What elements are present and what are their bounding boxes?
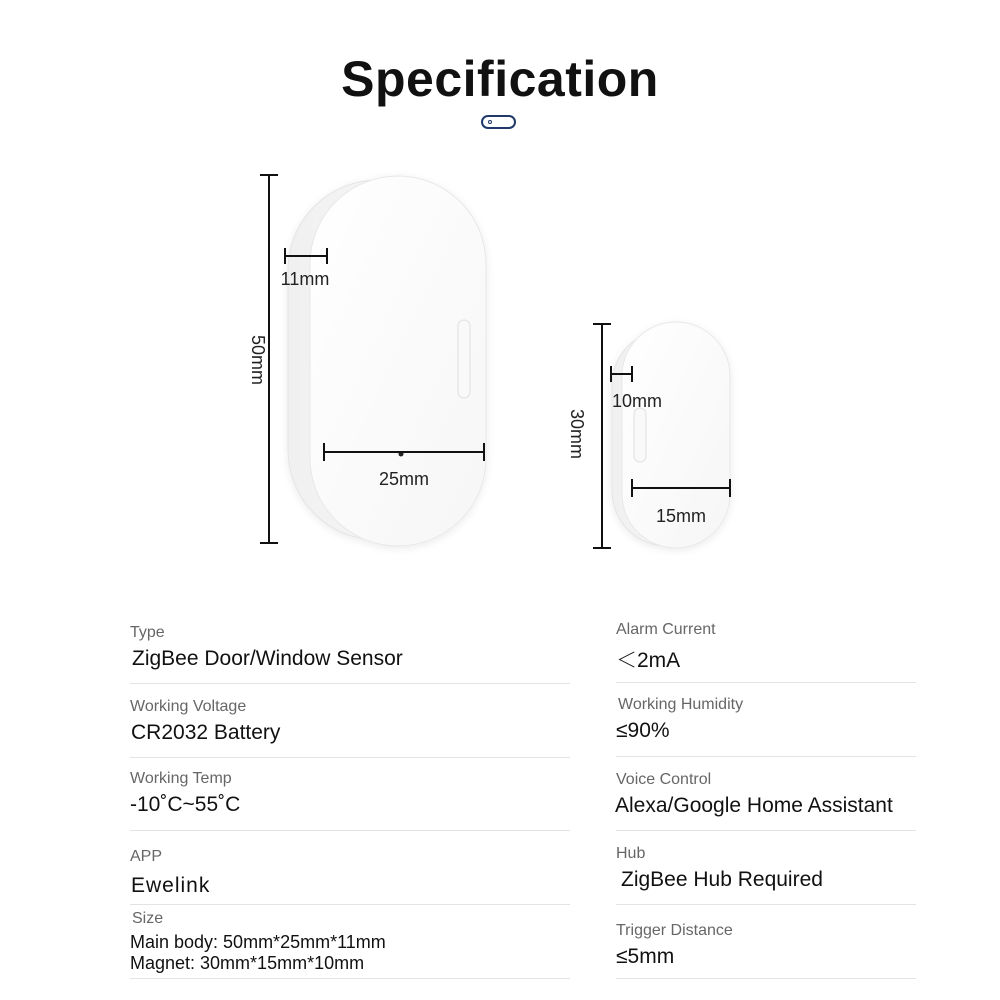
voice-control-value: Alexa/Google Home Assistant bbox=[615, 794, 893, 817]
size-label: Size bbox=[132, 910, 164, 927]
working-humidity-label: Working Humidity bbox=[618, 696, 744, 713]
divider bbox=[130, 683, 570, 684]
main-height-label: 50mm bbox=[248, 334, 268, 386]
working-temp-value: -10˚C~55˚C bbox=[130, 793, 241, 816]
divider bbox=[616, 904, 916, 905]
type-value: ZigBee Door/Window Sensor bbox=[132, 647, 403, 670]
alarm-current-value: ＜2mA bbox=[616, 649, 681, 672]
trigger-distance-label: Trigger Distance bbox=[616, 922, 733, 939]
divider bbox=[616, 978, 916, 979]
divider bbox=[130, 830, 570, 831]
app-value: Ewelink bbox=[131, 874, 211, 897]
working-voltage-label: Working Voltage bbox=[130, 698, 247, 715]
working-temp-label: Working Temp bbox=[130, 770, 232, 787]
divider bbox=[130, 757, 570, 758]
working-humidity-value: ≤90% bbox=[616, 719, 670, 742]
product-diagram bbox=[0, 160, 1000, 580]
main-depth-label: 11mm bbox=[280, 269, 330, 289]
hub-label: Hub bbox=[616, 845, 646, 862]
voice-control-label: Voice Control bbox=[616, 771, 712, 788]
main-body-sensor bbox=[288, 176, 486, 546]
magnet-width-label: 15mm bbox=[655, 506, 707, 526]
divider bbox=[130, 978, 570, 979]
divider bbox=[616, 682, 916, 683]
size-main-body: Main body: 50mm*25mm*11mm bbox=[130, 932, 386, 952]
working-voltage-value: CR2032 Battery bbox=[131, 721, 281, 744]
alarm-current-label: Alarm Current bbox=[616, 621, 716, 638]
hub-value: ZigBee Hub Required bbox=[621, 868, 823, 891]
trigger-distance-value: ≤5mm bbox=[616, 945, 675, 968]
divider bbox=[130, 904, 570, 905]
app-label: APP bbox=[130, 848, 163, 865]
divider bbox=[616, 830, 916, 831]
page-title: Specification bbox=[341, 51, 659, 107]
magnet-height-label: 30mm bbox=[567, 408, 587, 460]
type-label: Type bbox=[130, 624, 165, 641]
title-decoration bbox=[481, 115, 516, 129]
main-width-label: 25mm bbox=[378, 469, 430, 489]
size-magnet: Magnet: 30mm*15mm*10mm bbox=[130, 953, 365, 973]
divider bbox=[616, 756, 916, 757]
magnet-depth-label: 10mm bbox=[611, 391, 663, 411]
